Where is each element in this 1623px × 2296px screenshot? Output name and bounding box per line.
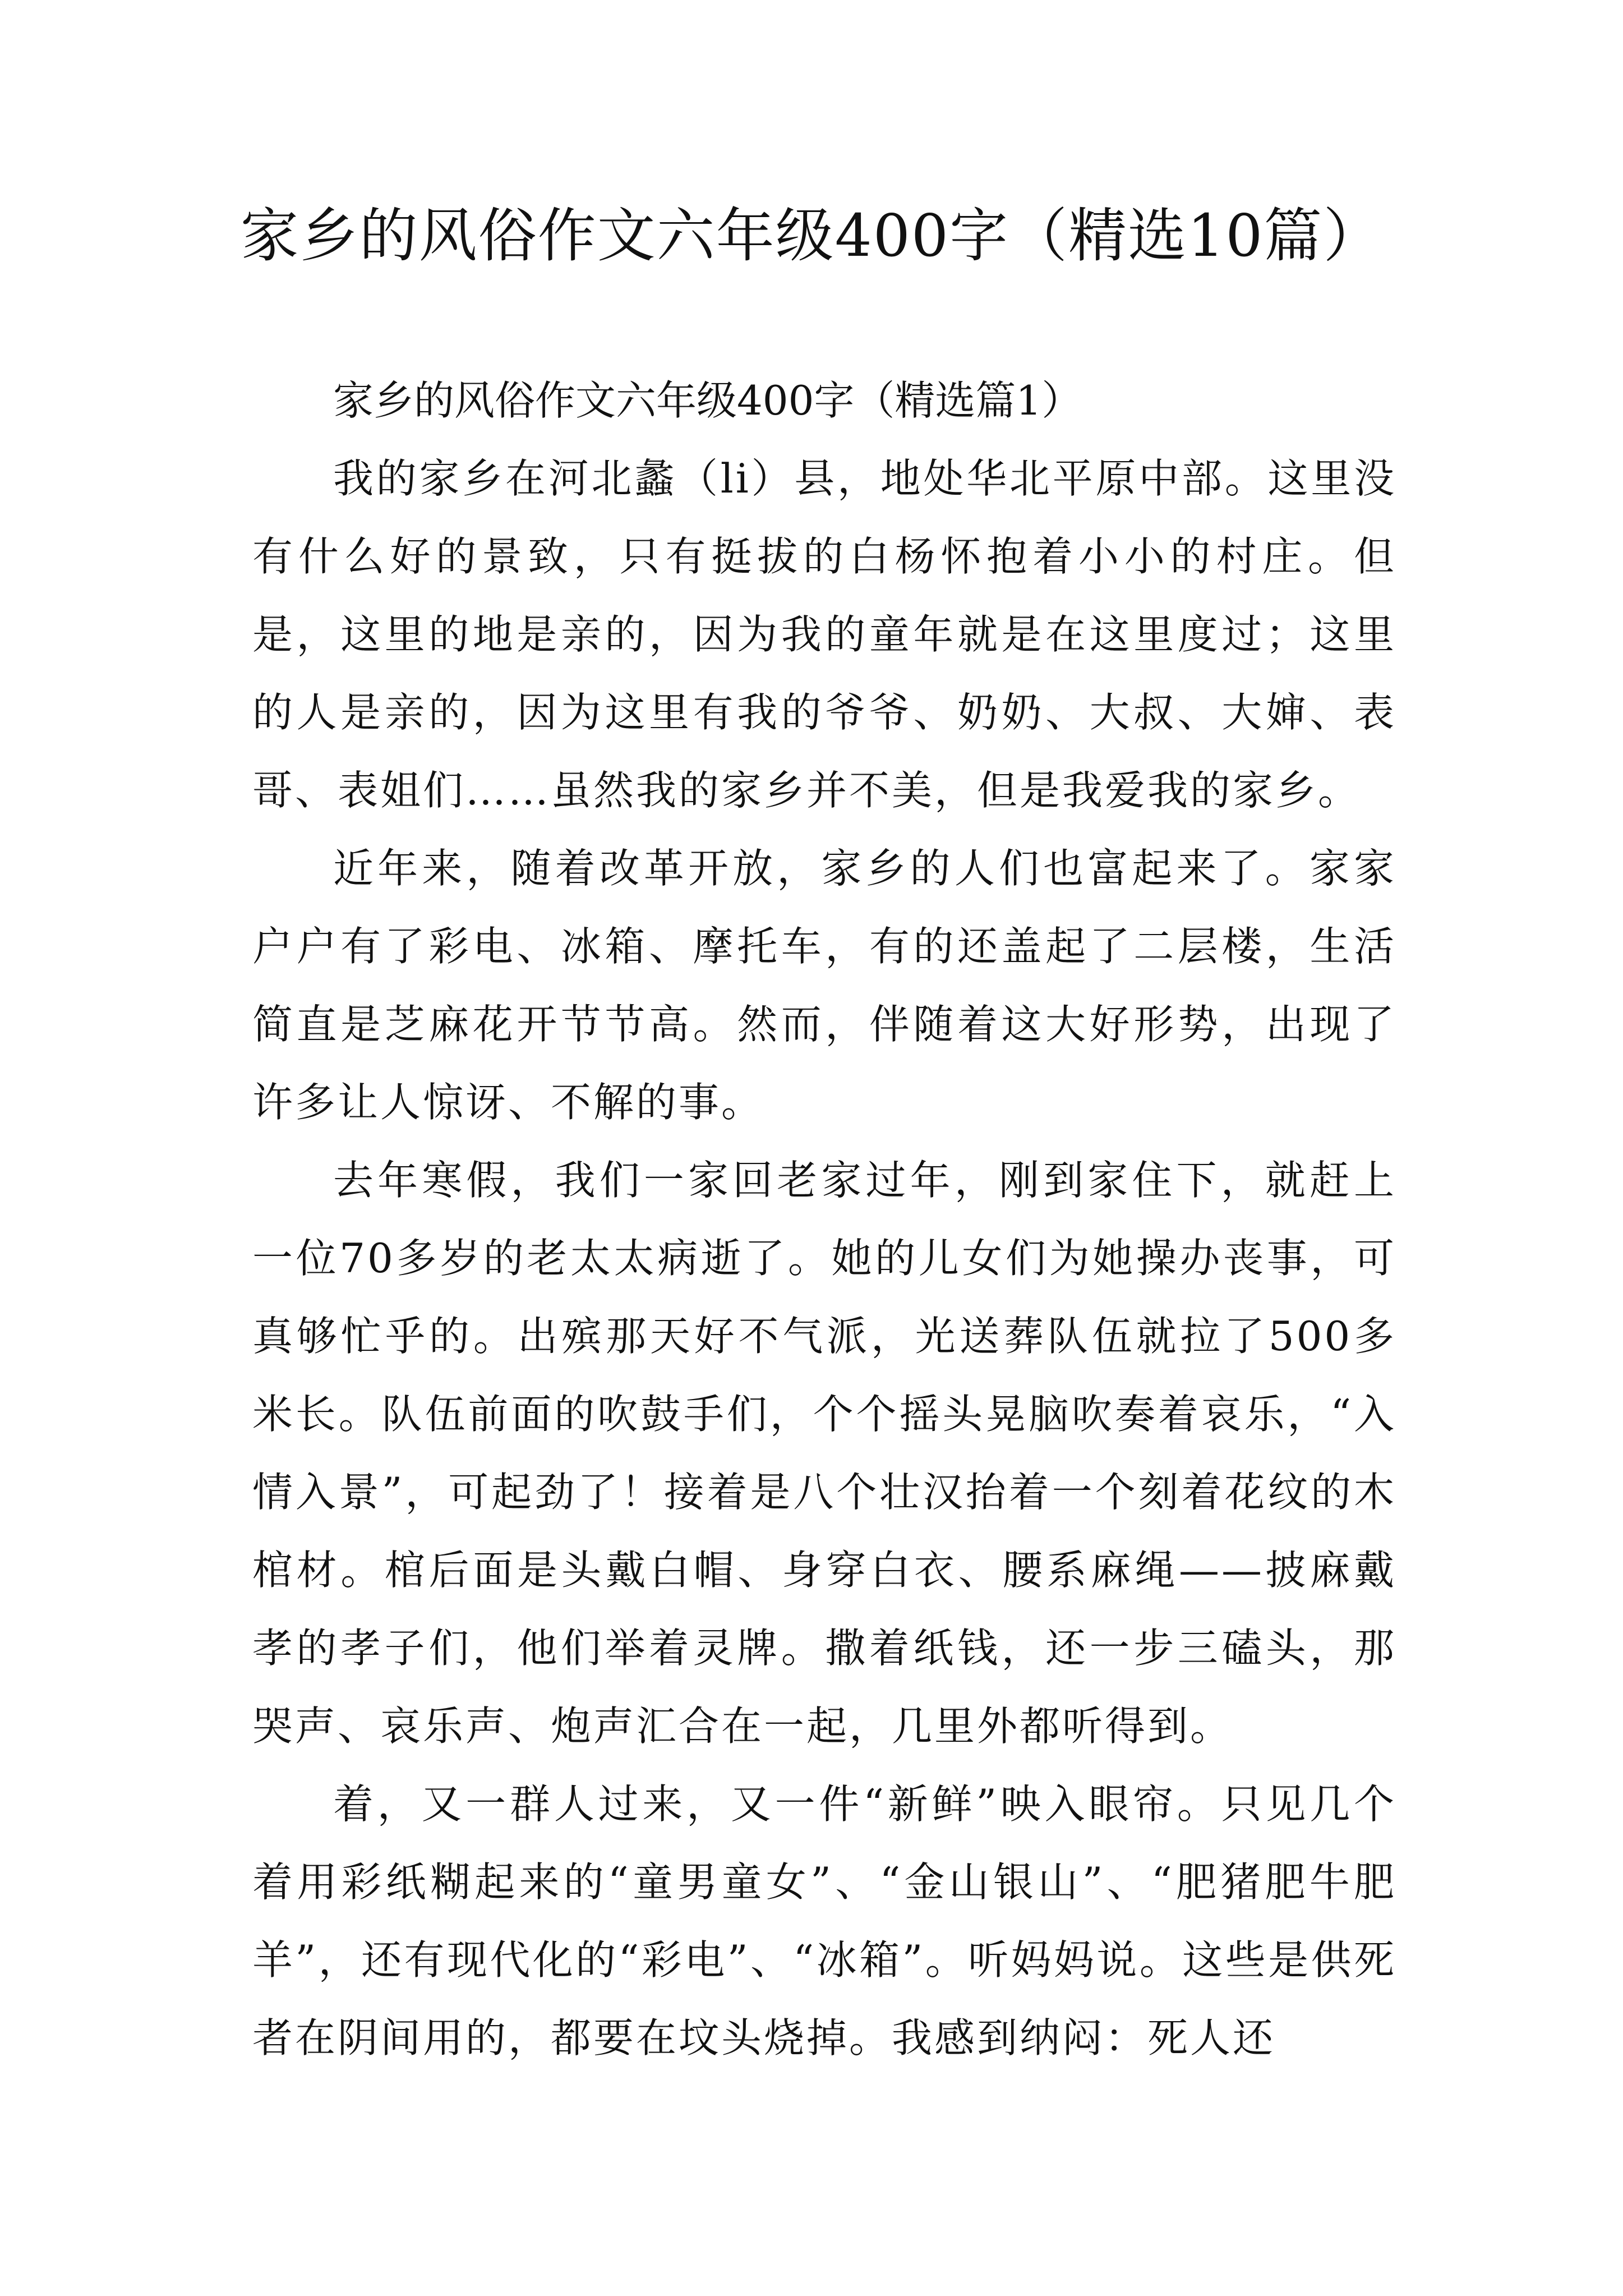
section-heading: 家乡的风俗作文六年级400字（精选篇1） [333, 377, 1082, 424]
paragraph-2: 近年来，随着改革开放，家乡的人们也富起来了。家家户户有了彩电、冰箱、摩托车，有的还盖起了二层楼，生活简直是芝麻花开节节高。然而，伴随着这大好形势，出现了许多让人惊讶、不解的事。 [252, 845, 1396, 1126]
paragraph-1: 我的家乡在河北蠡（li）县，地处华北平原中部。这里没有什么好的景致，只有挺拔的白杨怀抱着小小的村庄。但是，这里的地是亲的，因为我的童年就是在这里度过；这里的人是亲的，因为这里有我的爷爷、奶奶、大叔、大婶、表哥、表姐们……虽然我的家乡并不美，但是我爱我的家乡。 [252, 455, 1396, 814]
paragraph-4: 着，又一群人过来，又一件“新鲜”映入眼帘。只见几个着用彩纸糊起来的“童男童女”、“金山银山”、“肥猪肥牛肥羊”，还有现代化的“彩电”、“冰箱”。听妈妈说。这些是供死者在阴间用的，都要在坟头烧掉。我感到纳闷：死人还 [252, 1780, 1396, 2062]
document-title: 家乡的风俗作文六年级400字（精选10篇） [240, 201, 1383, 270]
paragraph-3: 去年寒假，我们一家回老家过年，刚到家住下，就赶上一位70多岁的老太太病逝了。她的儿女们为她操办丧事，可真够忙乎的。出殡那天好不气派，光送葬队伍就拉了500多米长。队伍前面的吹鼓手们，个个摇头晃脑吹奏着哀乐，“入情入景”，可起劲了！接着是八个壮汉抬着一个刻着花纹的木棺材。棺后面是头戴白帽、身穿白衣、腰系麻绳——披麻戴孝的孝子们，他们举着灵牌。撒着纸钱，还一步三磕头，那哭声、哀乐声、炮声汇合在一起，几里外都听得到。 [252, 1157, 1396, 1750]
document-body [252, 362, 1396, 2077]
